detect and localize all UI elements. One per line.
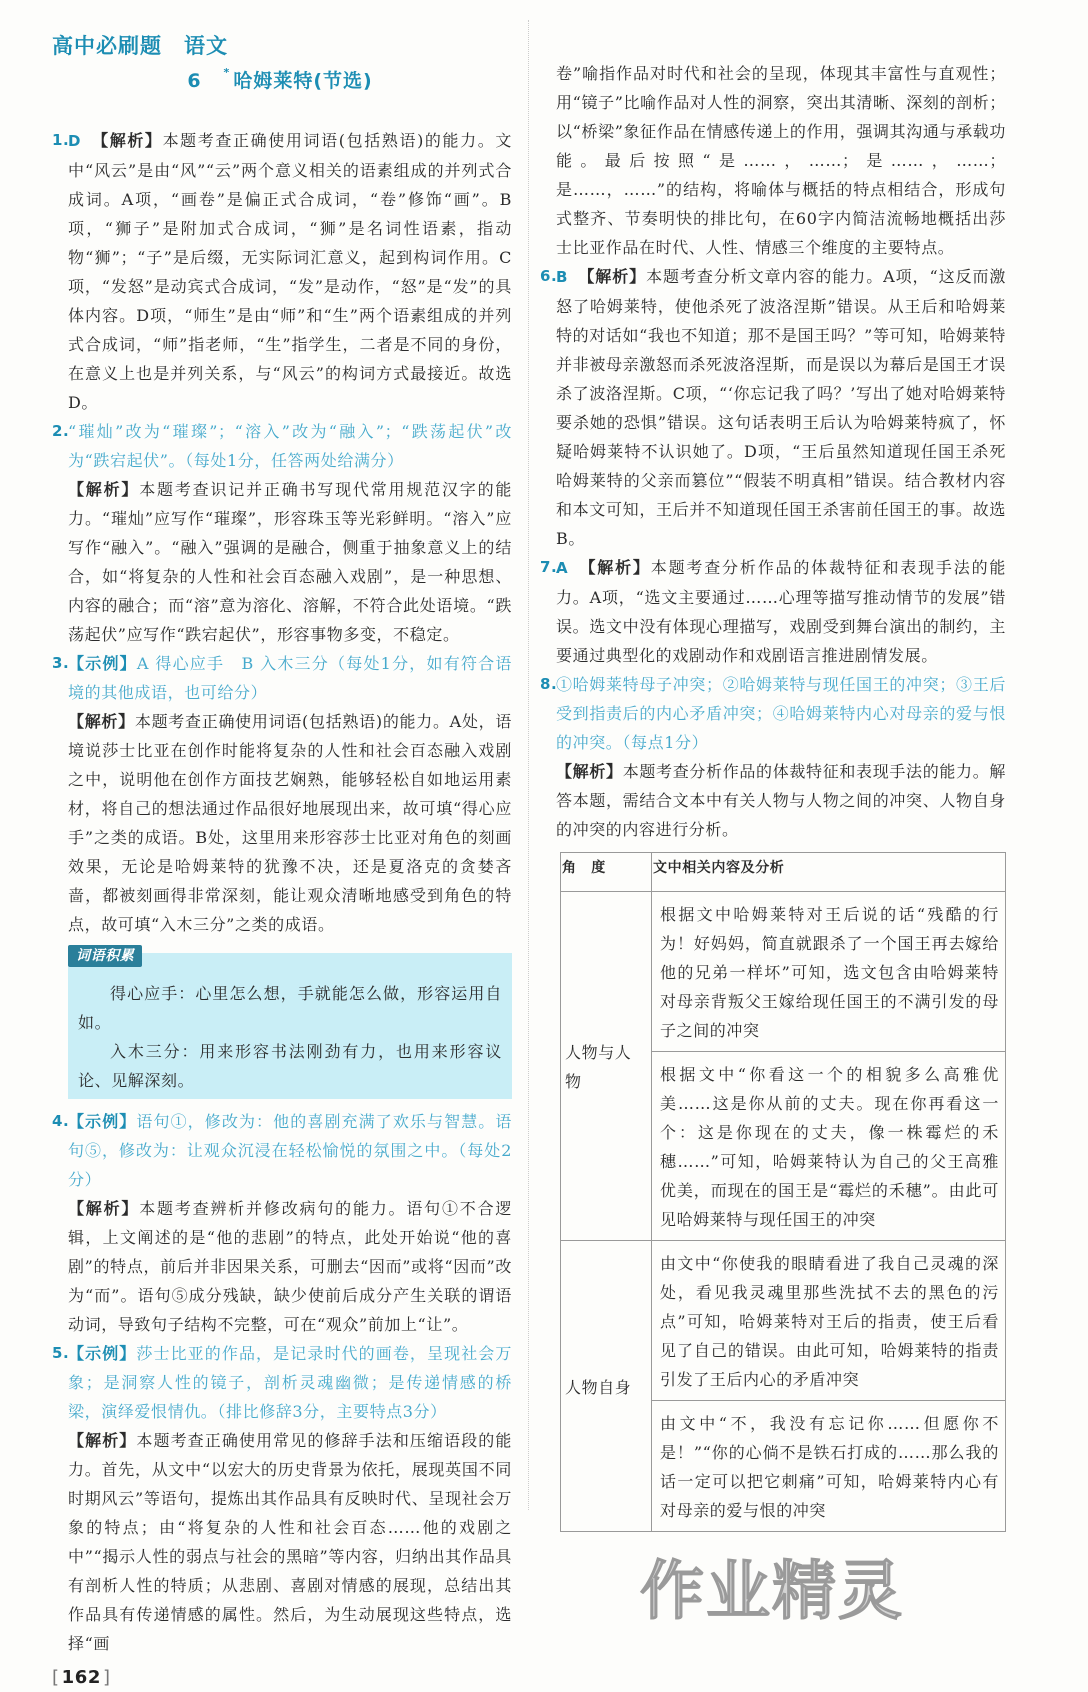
- question-number: 6.: [540, 267, 558, 285]
- lesson-name: 哈姆莱特(节选): [233, 70, 373, 92]
- answer-4: [52, 1107, 512, 1339]
- example-label: 【示例】: [68, 1344, 137, 1363]
- answer-key: B: [556, 268, 569, 286]
- analysis-label: 【解析】: [68, 1199, 140, 1218]
- analysis-text: 本题考查分析作品的体裁特征和表现手法的能力。解答本题，需结合文本中有关人物与人物之间的冲突、人物自身的冲突的内容进行分析。: [556, 762, 1006, 839]
- subject: 语文: [184, 34, 228, 58]
- answer-key: D: [68, 132, 82, 150]
- book-title: 高中必刷题: [52, 34, 162, 58]
- conflict-analysis-table: [560, 852, 1006, 1532]
- answer-8: [540, 670, 1006, 844]
- lesson-title: [0, 66, 560, 93]
- answer-6: [540, 262, 1006, 553]
- answer-5-continued: [540, 59, 1006, 262]
- self-study-mark: *: [223, 66, 231, 79]
- vocab-item: 入木三分：用来形容书法刚劲有力，也用来形容议论、见解深刻。: [78, 1042, 502, 1090]
- column-header-angle: 角 度: [561, 853, 652, 892]
- analysis-cell: 由文中“你使我的眼睛看进了我自己灵魂的深处，看见我灵魂里那些洗拭不去的黑色的污点”可知，哈姆莱特对王后的指责，使王后看见了自己的错误。由此可知，哈姆莱特的指责引发了王后内心的矛盾冲突: [652, 1241, 1006, 1401]
- answer-2: [52, 417, 512, 649]
- lesson-number: 6: [187, 70, 202, 92]
- answer-text: 语句①，修改为：他的喜剧充满了欢乐与智慧。语句⑤，修改为：让观众沉浸在轻松愉悦的氛围之中。（每处2分）: [68, 1112, 512, 1189]
- analysis-text: 卷”喻指作品对时代和社会的呈现，体现其丰富性与直观性；用“镜子”比喻作品对人性的洞察，突出其清晰、深刻的剖析；以“桥梁”象征作品在情感传递上的作用，强调其沟通与承载功能。最后按照“是……，……；是……，……；是……，……”的结构，将喻体与概括的特点相结合，形成句式整齐、节奏明快的排比句，在60字内简洁流畅地概括出莎士比亚作品在时代、人性、情感三个维度的主要特点。: [556, 64, 1006, 257]
- vocab-box: [68, 948, 512, 1099]
- analysis-cell: 由文中“不，我没有忘记你……但愿你不是！”“你的心倘不是铁石打成的……那么我的话一定可以把它刺痛”可知，哈姆莱特内心有对母亲的爱与恨的冲突: [652, 1401, 1006, 1532]
- analysis-label: 【解析】: [68, 712, 135, 731]
- answer-key: A: [556, 559, 569, 577]
- book-header: [52, 30, 228, 60]
- question-number: 4.: [52, 1112, 70, 1130]
- answer-5: [52, 1339, 512, 1658]
- column-header-analysis: 文中相关内容及分析: [652, 853, 1006, 892]
- analysis-text: 本题考查正确使用词语(包括熟语)的能力。文中“风云”是由“风”“云”两个意义相关的语素组成的并列式合成词。A项，“画卷”是偏正式合成词，“卷”修饰“画”。B项，“狮子”是附加式合成词，“狮”是名词性语素，指动物“狮”；“子”是后缀，无实际词汇意义，起到构词作用。C项，“发怒”是动宾式合成词，“发”是动作，“怒”是“发”的具体内容。D项，“师生”是由“师”和“生”两个语素组成的并列式合成词，“师”指老师，“生”指学生，二者是不同的身份，在意义上也是并列关系，与“风云”的构词方式最接近。故选D。: [68, 131, 512, 412]
- answer-1: [52, 126, 512, 417]
- angle-cell: 人物自身: [561, 1241, 652, 1532]
- answer-text: “璀灿”改为“璀璨”；“溶入”改为“融入”；“跌荡起伏”改为“跌宕起伏”。（每处1分，任答两处给满分）: [68, 422, 512, 470]
- question-number: 8.: [540, 675, 558, 693]
- analysis-text: 本题考查正确使用词语(包括熟语)的能力。A处，语境说莎士比亚在创作时能将复杂的人性和社会百态融入戏剧之中，说明他在创作方面技艺娴熟，能够轻松自如地运用素材，将自己的想法通过作品很好地展现出来，故可填“得心应手”之类的成语。B处，这里用来形容莎士比亚对角色的刻画效果，无论是哈姆莱特的犹豫不决，还是夏洛克的贪婪吝啬，都被刻画得非常深刻，能让观众清晰地感受到角色的特点，故可填“入木三分”之类的成语。: [68, 712, 512, 934]
- analysis-label: 【解析】: [578, 267, 647, 286]
- angle-cell: 人物与人物: [561, 892, 652, 1241]
- analysis-text: 本题考查辨析并修改病句的能力。语句①不合逻辑，上文阐述的是“他的悲剧”的特点，此处开始说“他的喜剧”的特点，前后并非因果关系，可删去“因而”或将“因而”改为“而”。语句⑤成分残缺，缺少使前后成分产生关联的谓语动词，导致句子结构不完整，可在“观众”前加上“让”。: [68, 1199, 512, 1334]
- analysis-text: 本题考查正确使用常见的修辞手法和压缩语段的能力。首先，从文中“以宏大的历史背景为依托，展现英国不同时期风云”等语句，提炼出其作品具有反映时代、呈现社会万象的特点；由“将复杂的人性和社会百态……他的戏剧之中”“揭示人性的弱点与社会的黑暗”等内容，归纳出其作品具有剖析人性的特质；从悲剧、喜剧对情感的展现，总结出其作品具有传递情感的属性。然后，为生动展现这些特点，选择“画: [68, 1431, 512, 1653]
- example-label: 【示例】: [68, 654, 137, 673]
- watermark: 作业精灵: [640, 1555, 904, 1629]
- answer-7: [540, 553, 1006, 670]
- analysis-label: 【解析】: [556, 762, 623, 781]
- question-number: 5.: [52, 1344, 70, 1362]
- analysis-label: 【解析】: [91, 131, 163, 150]
- table-row: [561, 892, 1006, 1052]
- analysis-text: 本题考查识记并正确书写现代常用规范汉字的能力。“璀灿”应写作“璀璨”，形容珠玉等光彩鲜明。“溶入”应写作“融入”。“融入”强调的是融合，侧重于抽象意义上的结合，如“将复杂的人性和社会百态融入戏剧”，是一种思想、内容的融合；而“溶”意为溶化、溶解，不符合此处语境。“跌荡起伏”应写作“跌宕起伏”，形容事物多变，不稳定。: [68, 480, 512, 644]
- left-column: [52, 126, 512, 1692]
- table-row: [561, 1241, 1006, 1401]
- table-header-row: [561, 853, 1006, 892]
- analysis-label: 【解析】: [578, 558, 651, 577]
- page-number: [ 162 ]: [52, 1666, 111, 1690]
- question-number: 7.: [540, 558, 558, 576]
- analysis-cell: 根据文中哈姆莱特对王后说的话“残酷的行为！好妈妈，简直就跟杀了一个国王再去嫁给他的兄弟一样坏”可知，选文包含由哈姆莱特对母亲背叛父王嫁给现任国王的不满引发的母子之间的冲突: [652, 892, 1006, 1052]
- answer-text: A 得心应手 B 入木三分（每处1分，如有符合语境的其他成语，也可给分）: [68, 654, 512, 702]
- answer-text: ①哈姆莱特母子冲突；②哈姆莱特与现任国王的冲突；③王后受到指责后的内心矛盾冲突；④哈姆莱特内心对母亲的爱与恨的冲突。（每点1分）: [556, 675, 1006, 752]
- analysis-text: 本题考查分析文章内容的能力。A项，“这反而激怒了哈姆莱特，使他杀死了波洛涅斯”错误。从王后和哈姆莱特的对话如“我也不知道；那不是国王吗？”等可知，哈姆莱特并非被母亲激怒而杀死波洛涅斯，而是误以为幕后是国王才误杀了波洛涅斯。C项，“‘你忘记我了吗？’写出了她对哈姆莱特要杀她的恐惧”错误。这句话表明王后认为哈姆莱特疯了，怀疑哈姆莱特不认识她了。D项，“王后虽然知道现任国王杀死哈姆莱特的父亲而篡位”“假装不明真相”错误。结合教材内容和本文可知，王后并不知道现任国王杀害前任国王的事。故选B。: [556, 267, 1006, 548]
- column-divider: [528, 20, 529, 1510]
- analysis-label: 【解析】: [68, 480, 140, 499]
- vocab-item: 得心应手：心里怎么想，手就能怎么做，形容运用自如。: [78, 984, 502, 1032]
- vocab-title: 词语积累: [68, 945, 142, 967]
- analysis-text: 本题考查分析作品的体裁特征和表现手法的能力。A项，“选文主要通过……心理等描写推动情节的发展”错误。选文中没有体现心理描写，戏剧受到舞台演出的制约，主要通过典型化的戏剧动作和戏剧语言推进剧情发展。: [556, 558, 1006, 665]
- answer-3: [52, 649, 512, 939]
- analysis-cell: 根据文中“你看这一个的相貌多么高雅优美……这是你从前的丈夫。现在你再看这一个：这是你现在的丈夫，像一株霉烂的禾穗……”可知，哈姆莱特认为自己的父王高雅优美，而现在的国王是“霉烂的禾穗”。由此可见哈姆莱特与现任国王的冲突: [652, 1052, 1006, 1241]
- question-number: 1.: [52, 131, 70, 149]
- analysis-label: 【解析】: [68, 1431, 137, 1450]
- answer-text: 莎士比亚的作品，是记录时代的画卷，呈现社会万象；是洞察人性的镜子，剖析灵魂幽微；是传递情感的桥梁，演绎爱恨情仇。（排比修辞3分，主要特点3分）: [68, 1344, 512, 1421]
- question-number: 3.: [52, 654, 70, 672]
- question-number: 2.: [52, 422, 70, 440]
- example-label: 【示例】: [68, 1112, 137, 1131]
- right-column: [540, 59, 1006, 1532]
